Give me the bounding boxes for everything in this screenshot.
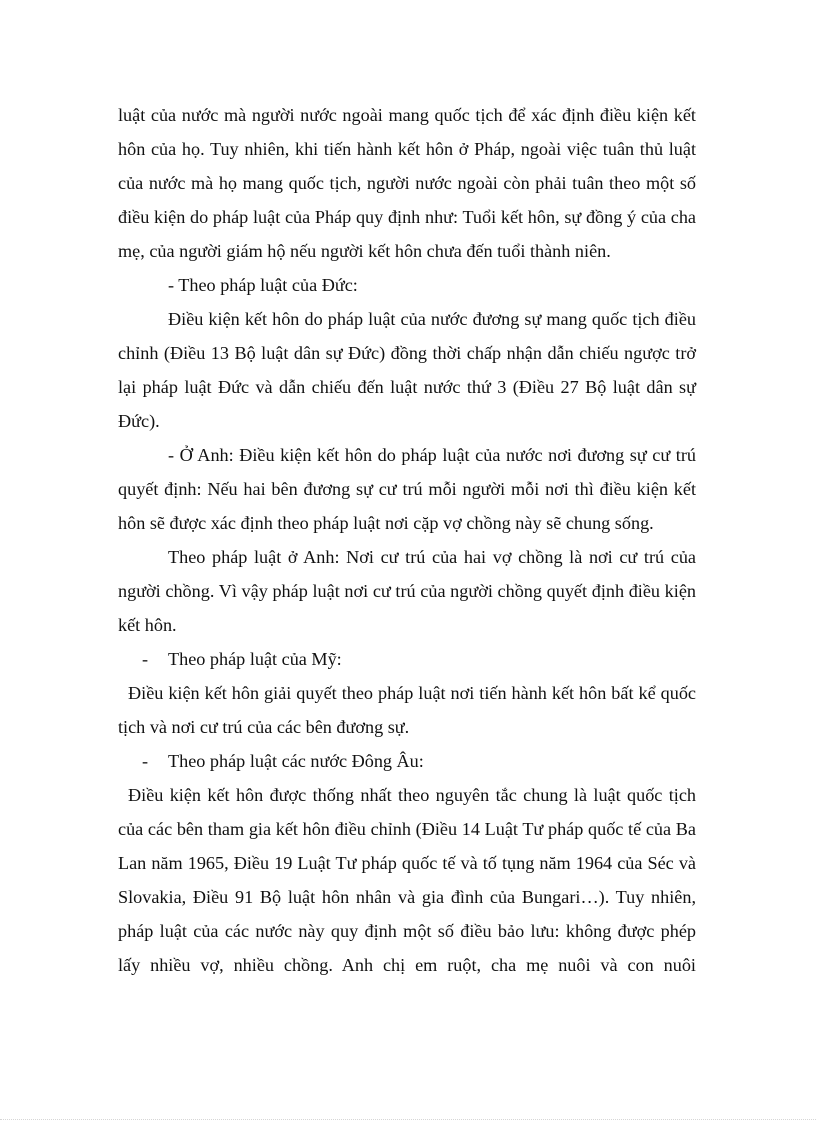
list-item-eastern-europe-label: Theo pháp luật các nước Đông Âu: — [168, 751, 424, 771]
list-item-usa-heading — [118, 642, 696, 676]
paragraph-england-body: - Ở Anh: Điều kiện kết hôn do pháp luật của nước nơi đương sự cư trú quyết định: Nếu hai bên đương sự cư trú mỗi người mỗi nơi thì điều kiện kết hôn sẽ được xác định theo pháp luật nơi cặp vợ chồng này sẽ chung sống. — [118, 445, 696, 533]
page-body — [118, 98, 696, 982]
bullet-dash: - — [142, 751, 149, 771]
paragraph-usa-body: Điều kiện kết hôn giải quyết theo pháp luật nơi tiến hành kết hôn bất kể quốc tịch và nơi cư trú của các bên đương sự. — [118, 683, 696, 737]
page-bottom-divider — [0, 1119, 816, 1121]
paragraph-germany-heading: - Theo pháp luật của Đức: — [168, 275, 358, 295]
paragraph-england-law: Theo pháp luật ở Anh: Nơi cư trú của hai vợ chồng là nơi cư trú của người chồng. Vì vậy pháp luật nơi cư trú của người chồng quyết định điều kiện kết hôn. — [118, 547, 696, 635]
list-item-usa-label: Theo pháp luật của Mỹ: — [168, 649, 342, 669]
paragraph-eastern-europe-body: Điều kiện kết hôn được thống nhất theo nguyên tắc chung là luật quốc tịch của các bên tham gia kết hôn điều chỉnh (Điều 14 Luật Tư pháp quốc tế của Ba Lan năm 1965, Điều 19 Luật Tư pháp quốc tế và tố tụng năm 1964 của Séc và Slovakia, Điều 91 Bộ luật hôn nhân và gia đình của Bungari…). Tuy nhiên, pháp luật của các nước này quy định một số điều bảo lưu: không được phép lấy nhiều vợ, nhiều chồng. Anh chị em ruột, cha mẹ nuôi và con nuôi — [118, 785, 696, 975]
paragraph-france-conditions: luật của nước mà người nước ngoài mang quốc tịch để xác định điều kiện kết hôn của họ. Tuy nhiên, khi tiến hành kết hôn ở Pháp, ngoài việc tuân thủ luật của nước mà họ mang quốc tịch, người nước ngoài còn phải tuân theo một số điều kiện do pháp luật của Pháp quy định như: Tuổi kết hôn, sự đồng ý của cha mẹ, của người giám hộ nếu người kết hôn chưa đến tuổi thành niên. — [118, 105, 696, 261]
bullet-dash: - — [142, 649, 149, 669]
paragraph-germany-body: Điều kiện kết hôn do pháp luật của nước đương sự mang quốc tịch điều chỉnh (Điều 13 Bộ luật dân sự Đức) đồng thời chấp nhận dẫn chiếu ngược trở lại pháp luật Đức và dẫn chiếu đến luật nước thứ 3 (Điều 27 Bộ luật dân sự Đức). — [118, 309, 696, 431]
list-item-eastern-europe-heading — [118, 744, 696, 778]
